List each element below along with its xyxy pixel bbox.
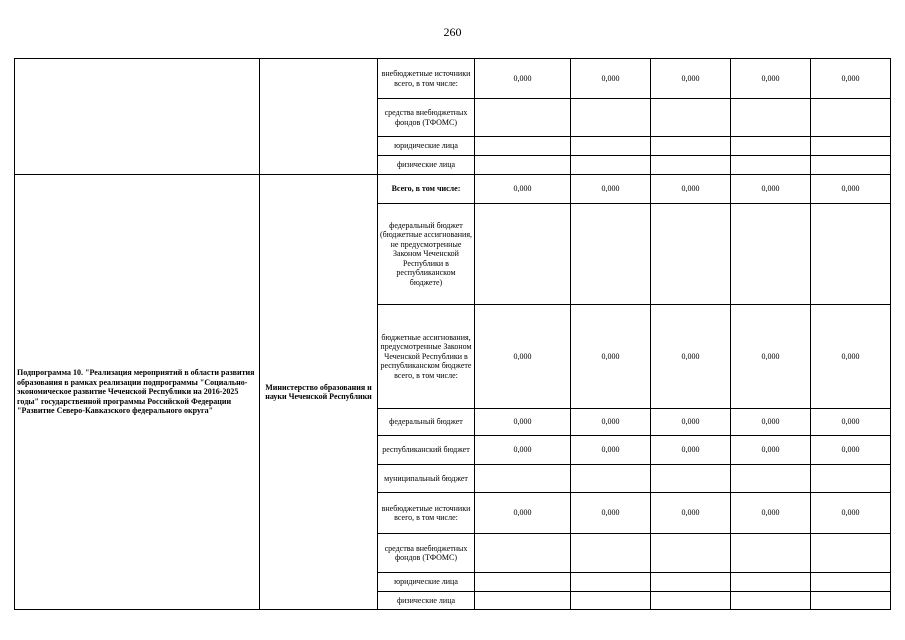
value-cell (475, 592, 571, 610)
value-cell (475, 204, 571, 305)
value-cell (731, 592, 811, 610)
value-cell: 0,000 (651, 59, 731, 99)
funding-source-label: внебюджетные источники всего, в том числе: (378, 59, 475, 99)
value-cell: 0,000 (811, 305, 891, 409)
table-row (15, 175, 891, 204)
value-cell (811, 465, 891, 493)
budget-table (14, 58, 891, 610)
value-cell: 0,000 (651, 493, 731, 534)
value-cell: 0,000 (731, 409, 811, 436)
funding-source-label: федеральный бюджет (бюджетные ассигнования, не предусмотренные Законом Чеченской Республики в республиканском бюджете) (378, 204, 475, 305)
value-cell: 0,000 (571, 409, 651, 436)
funding-source-label: федеральный бюджет (378, 409, 475, 436)
value-cell (475, 465, 571, 493)
value-cell: 0,000 (811, 493, 891, 534)
funding-source-label: средства внебюджетных фондов (ТФОМС) (378, 99, 475, 137)
value-cell (731, 534, 811, 573)
value-cell (811, 573, 891, 592)
value-cell: 0,000 (571, 175, 651, 204)
value-cell (651, 137, 731, 156)
value-cell: 0,000 (475, 59, 571, 99)
value-cell (811, 204, 891, 305)
value-cell (475, 573, 571, 592)
value-cell: 0,000 (731, 436, 811, 465)
table-body (15, 59, 891, 610)
funding-source-label: республиканский бюджет (378, 436, 475, 465)
funding-source-label: муниципальный бюджет (378, 465, 475, 493)
value-cell (571, 592, 651, 610)
value-cell: 0,000 (811, 175, 891, 204)
funding-source-label: средства внебюджетных фондов (ТФОМС) (378, 534, 475, 573)
value-cell (731, 573, 811, 592)
value-cell: 0,000 (651, 436, 731, 465)
value-cell: 0,000 (475, 305, 571, 409)
value-cell (571, 204, 651, 305)
value-cell (571, 137, 651, 156)
value-cell (731, 465, 811, 493)
value-cell (571, 156, 651, 175)
value-cell (731, 204, 811, 305)
value-cell: 0,000 (731, 493, 811, 534)
value-cell (475, 137, 571, 156)
value-cell: 0,000 (811, 409, 891, 436)
value-cell (651, 156, 731, 175)
value-cell: 0,000 (651, 175, 731, 204)
value-cell: 0,000 (571, 59, 651, 99)
value-cell: 0,000 (651, 305, 731, 409)
value-cell (651, 465, 731, 493)
value-cell: 0,000 (475, 409, 571, 436)
funding-source-label: юридические лица (378, 573, 475, 592)
value-cell (571, 99, 651, 137)
value-cell (811, 534, 891, 573)
value-cell (651, 204, 731, 305)
value-cell: 0,000 (731, 305, 811, 409)
value-cell (475, 534, 571, 573)
table-row (15, 59, 891, 99)
value-cell: 0,000 (811, 436, 891, 465)
value-cell (651, 534, 731, 573)
value-cell (475, 99, 571, 137)
executor-name: Министерство образования и науки Чеченской Республики (260, 175, 378, 610)
value-cell: 0,000 (571, 436, 651, 465)
funding-source-label: внебюджетные источники всего, в том числе: (378, 493, 475, 534)
value-cell (731, 156, 811, 175)
value-cell (571, 573, 651, 592)
funding-source-label: юридические лица (378, 137, 475, 156)
value-cell (811, 592, 891, 610)
value-cell (731, 99, 811, 137)
value-cell: 0,000 (651, 409, 731, 436)
value-cell (651, 573, 731, 592)
value-cell (571, 465, 651, 493)
value-cell (731, 137, 811, 156)
subprogram-cell-empty (15, 59, 260, 175)
value-cell (811, 99, 891, 137)
value-cell (475, 156, 571, 175)
value-cell: 0,000 (731, 175, 811, 204)
executor-cell-empty (260, 59, 378, 175)
value-cell: 0,000 (571, 305, 651, 409)
value-cell: 0,000 (731, 59, 811, 99)
value-cell (811, 137, 891, 156)
value-cell (571, 534, 651, 573)
funding-source-label: бюджетные ассигнования, предусмотренные Законом Чеченской Республики в республиканском бюджете всего, в том числе: (378, 305, 475, 409)
subprogram-title: Подпрограмма 10. "Реализация мероприятий в области развития образования в рамках реализации подпрограммы "Социально-экономическое развитие Чеченской Республики на 2016-2025 годы" государственной программы Российской Федерации "Развитие Северо-Кавказского федерального округа" (15, 175, 260, 610)
funding-source-label: физические лица (378, 156, 475, 175)
funding-source-label: Всего, в том числе: (378, 175, 475, 204)
value-cell: 0,000 (811, 59, 891, 99)
value-cell: 0,000 (475, 493, 571, 534)
value-cell (811, 156, 891, 175)
value-cell: 0,000 (475, 436, 571, 465)
value-cell (651, 592, 731, 610)
value-cell: 0,000 (571, 493, 651, 534)
value-cell (651, 99, 731, 137)
value-cell: 0,000 (475, 175, 571, 204)
page-number: 260 (443, 25, 462, 39)
funding-source-label: физические лица (378, 592, 475, 610)
